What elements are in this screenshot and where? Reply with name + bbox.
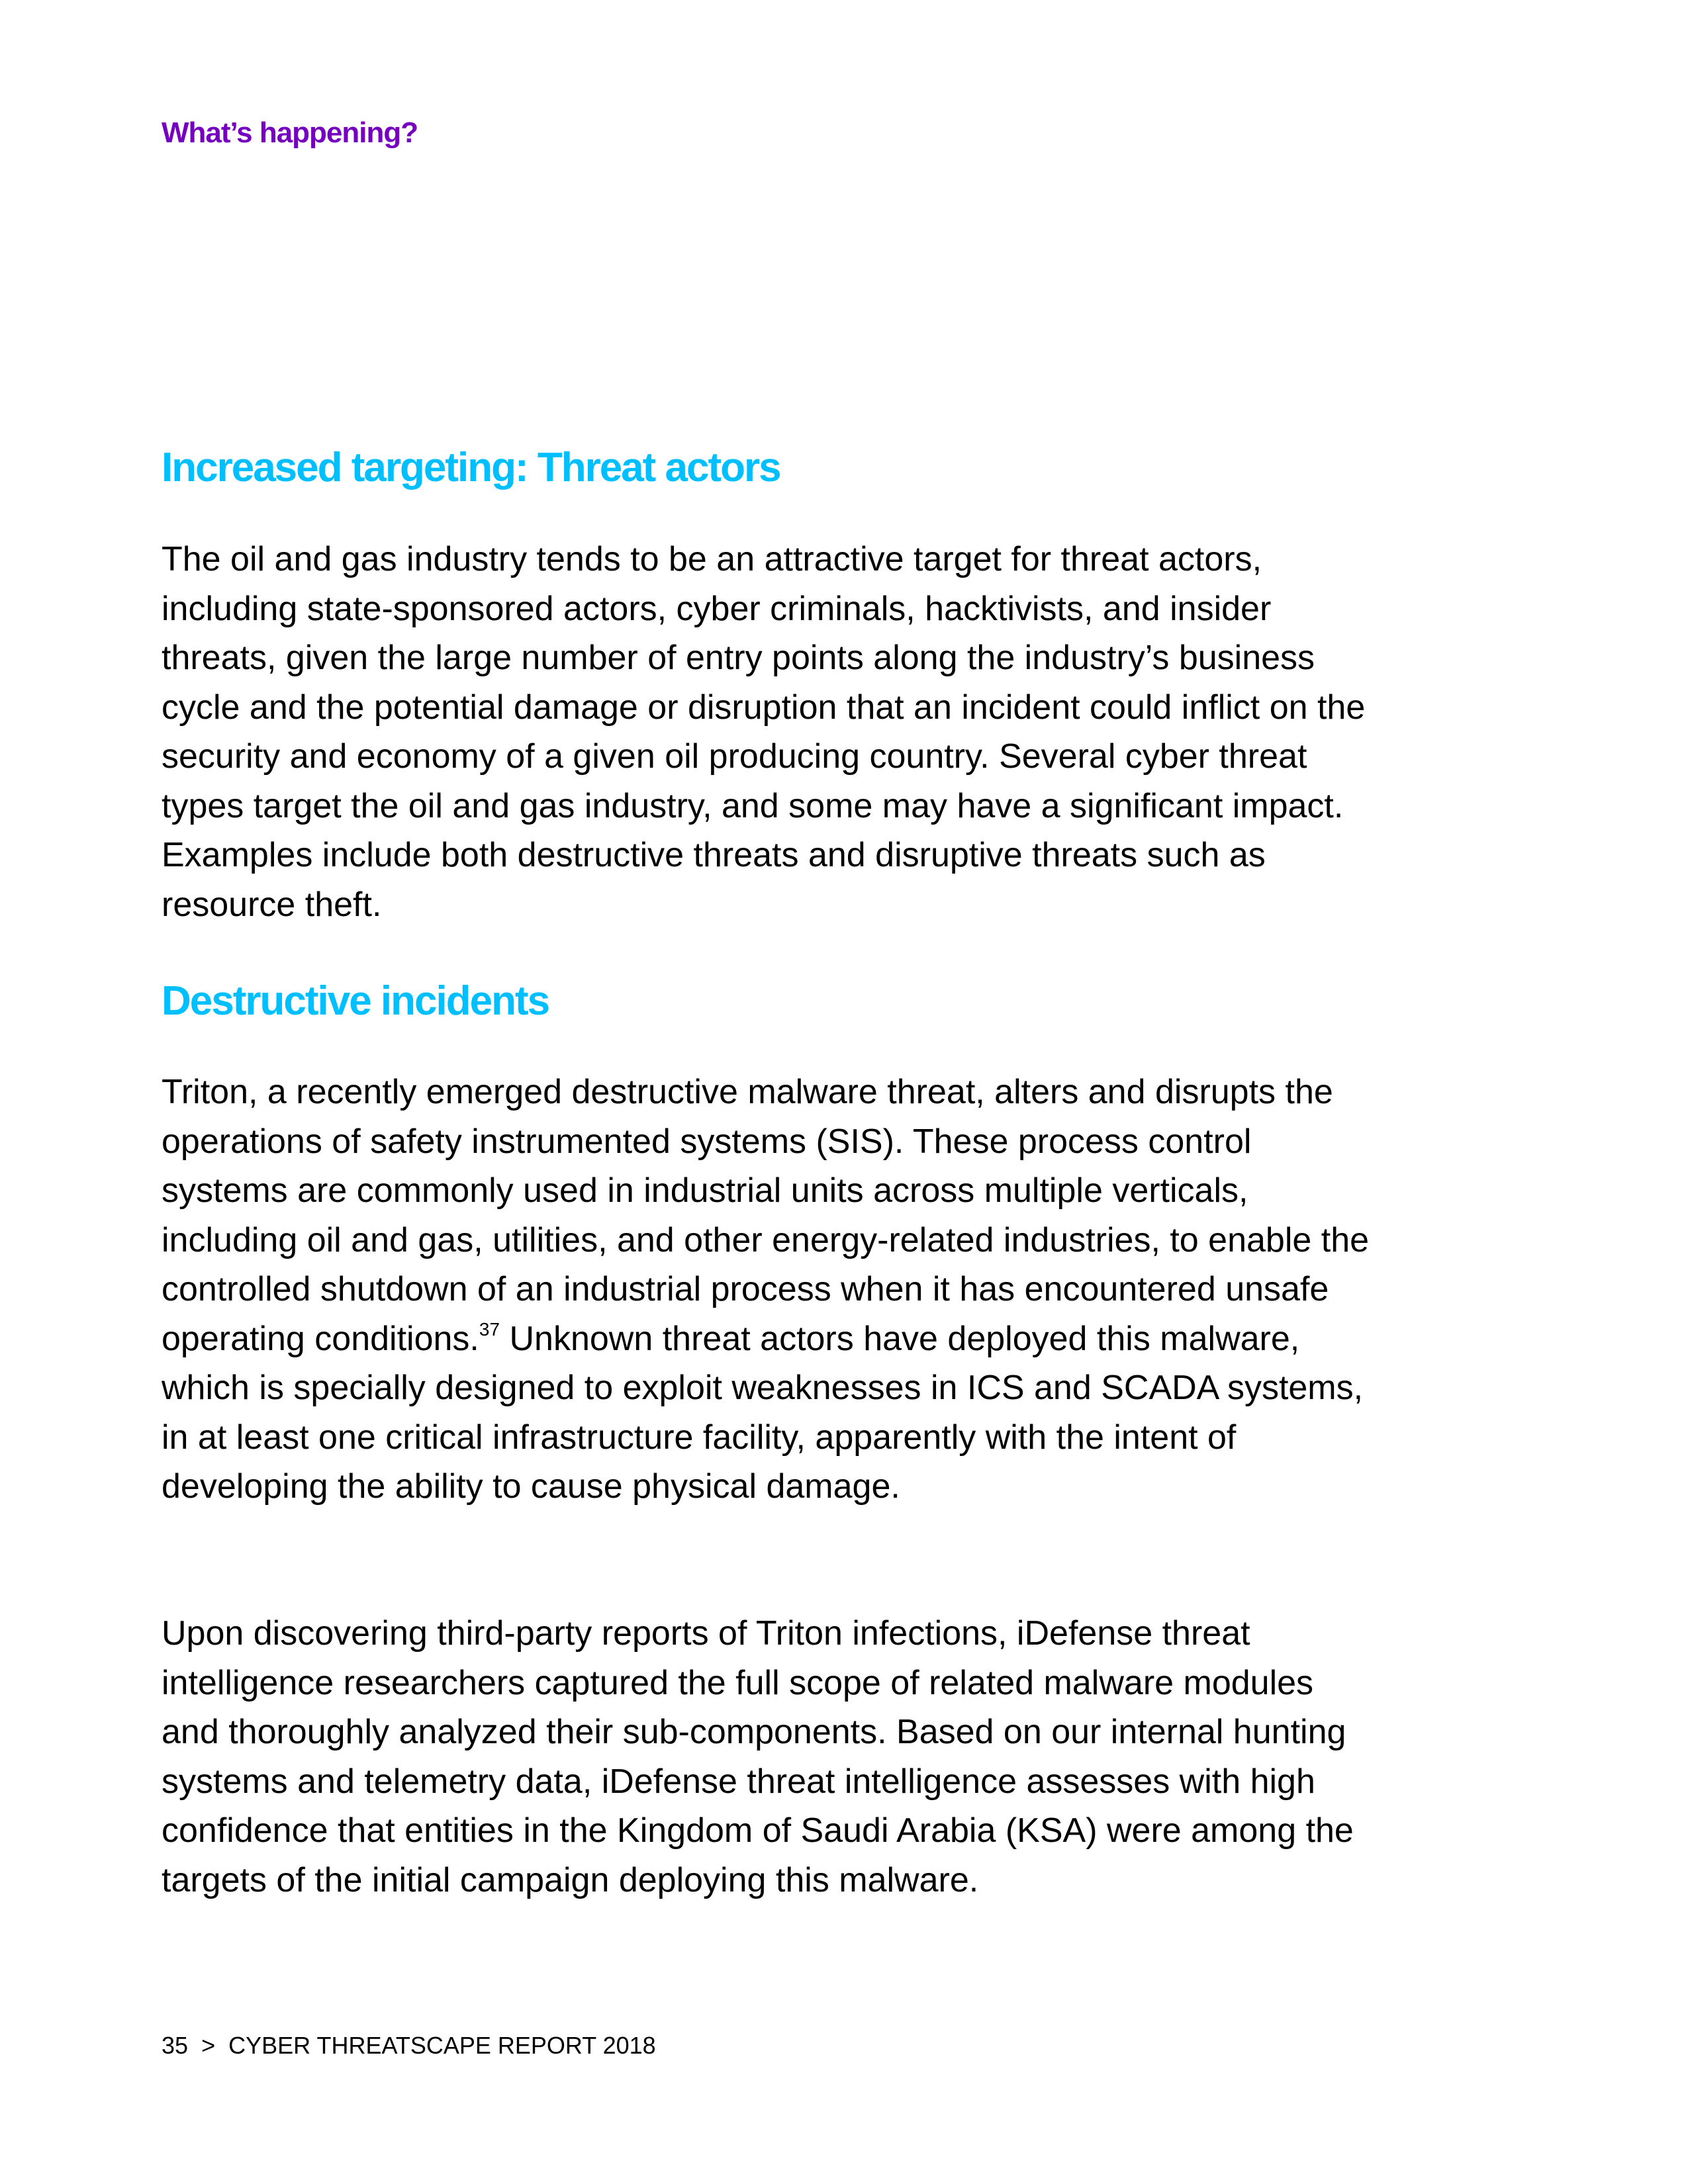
page-footer bbox=[162, 2032, 656, 2060]
page-number: 35 bbox=[162, 2032, 189, 2059]
paragraph-threat-actors: The oil and gas industry tends to be an attractive target for threat actors, including state-sponsored actors, cyber criminals, hacktivists, and insider threats, given the large number of entry points along the industry’s business cycle and the potential damage or disruption that an incident could inflict on the security and economy of a given oil producing country. Several cyber threat types target the oil and gas industry, and some may have a significant impact. Examples include both destructive threats and disruptive threats such as resource theft. bbox=[162, 540, 1366, 924]
footer-separator: > bbox=[201, 2032, 216, 2059]
paragraph-idefense: Upon discovering third-party reports of Triton infections, iDefense threat intelligence researchers captured the full scope of related malware modules and thoroughly analyzed their sub-components. Based on our internal hunting systems and telemetry data, iDefense threat intelligence assesses with high confidence that entities in the Kingdom of Saudi Arabia (KSA) were among the targets of the initial campaign deploying this malware. bbox=[162, 1614, 1354, 1899]
report-title: CYBER THREATSCAPE REPORT 2018 bbox=[228, 2032, 656, 2059]
footnote-marker: 37 bbox=[479, 1318, 500, 1340]
paragraph-triton-part1: Triton, a recently emerged destructive malware threat, alters and disrupts the operations of safety instrumented systems (SIS). These process control systems are commonly used in industrial units across multiple verticals, including oil and gas, utilities, and other energy-related industries, to enable the controlled shutdown of an industrial process when it has encountered unsafe operating conditions. bbox=[162, 1073, 1370, 1358]
paragraph-triton-part2: Unknown threat actors have deployed this malware, which is specially designed to exploit weaknesses in ICS and SCADA systems, in at least one critical infrastructure facility, apparently with the intent of developing the ability to cause physical damage. bbox=[162, 1319, 1364, 1506]
section-kicker: What’s happening? bbox=[162, 116, 418, 149]
heading-threat-actors: Increased targeting: Threat actors bbox=[162, 445, 780, 490]
heading-destructive-incidents: Destructive incidents bbox=[162, 978, 549, 1024]
paragraph-triton bbox=[162, 1068, 1373, 1512]
